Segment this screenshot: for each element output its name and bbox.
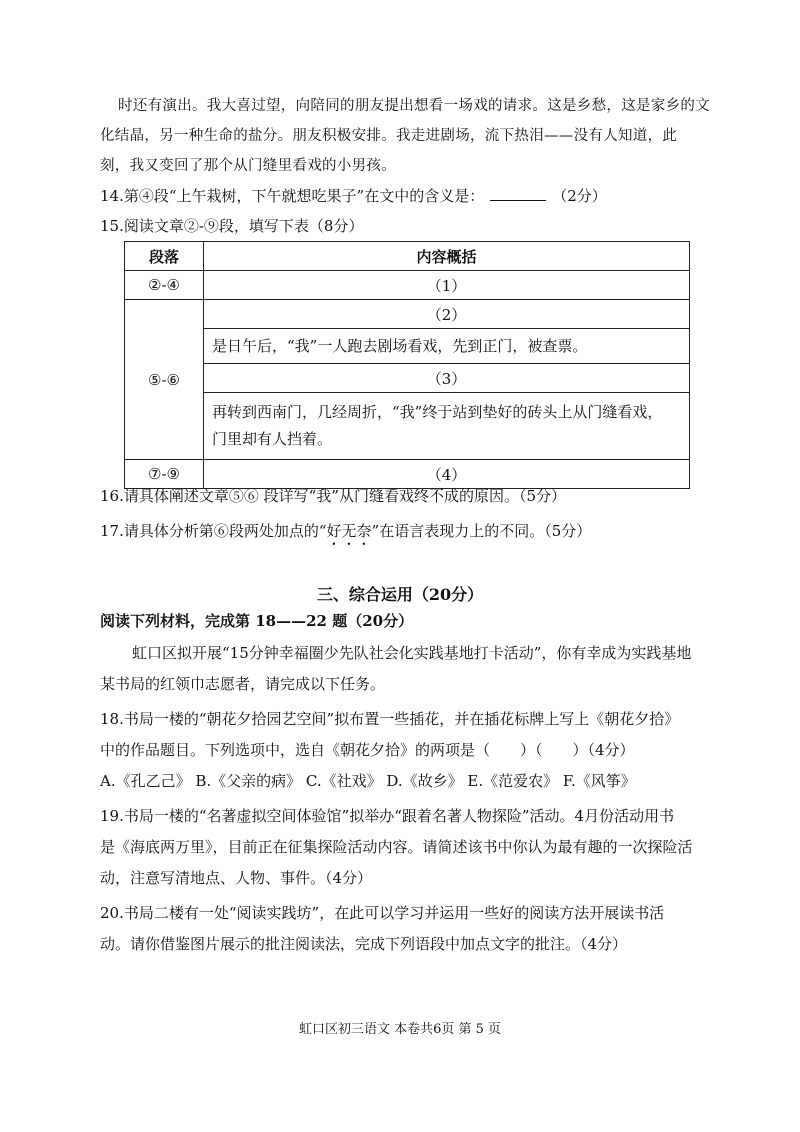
- passage-line-1: 时还有演出。我大喜过望，向陪同的朋友提出想看一场戏的请求。这是乡愁，这是家乡的文: [118, 98, 710, 114]
- table-cell-blank-3: （3）: [204, 364, 690, 393]
- question-19-line-1: 19.书局一楼的“名著虚拟空间体验馆”拟举办“跟着名著人物探险”活动。4月份活动用书: [100, 807, 675, 825]
- section-3-instruction: 阅读下列材料，完成第 18——22 题（20分）: [100, 612, 414, 630]
- table-cell-paragraph: ⑤-⑥: [125, 300, 204, 460]
- table-row: [125, 364, 690, 393]
- passage-line-2: 化结晶，另一种生命的盐分。朋友积极安排。我走进剧场，流下热泪——没有人知道，此: [100, 128, 678, 144]
- question-15: 15.阅读文章②-⑨段，填写下表（8分）: [100, 217, 364, 235]
- question-19-line-3: 动，注意写清地点、人物、事件。（4分）: [100, 869, 373, 887]
- answer-blank[interactable]: [490, 186, 546, 201]
- question-17-prefix: 17.请具体分析第⑥段两处加点的“: [100, 522, 327, 540]
- table-header-paragraph: 段落: [125, 242, 204, 271]
- question-18-options: A.《孔乙己》 B.《父亲的病》 C.《社戏》 D.《故乡》 E.《范爱农》 F.《风筝》: [100, 772, 636, 790]
- table-row: [125, 300, 690, 329]
- table-cell-blank-4: （4）: [204, 460, 690, 489]
- table-cell-paragraph: ②-④: [125, 271, 204, 300]
- section-3-title: 三、综合运用（20分）: [316, 585, 484, 604]
- question-20-line-2: 动。请你借鉴图片展示的批注阅读法，完成下列语段中加点文字的批注。（4分）: [100, 935, 628, 953]
- summary-table: [124, 241, 690, 489]
- table-row: [125, 271, 690, 300]
- table-row: [125, 393, 690, 460]
- question-18-line-1: 18.书局一楼的“朝花夕拾园艺空间”拟布置一些插花，并在插花标牌上写上《朝花夕拾》: [100, 710, 680, 728]
- table-cell-text: [204, 393, 690, 460]
- passage-line-3: 刻，我又变回了那个从门缝里看戏的小男孩。: [100, 158, 396, 174]
- question-14-score: （2分）: [552, 187, 607, 205]
- question-14-text: 14.第④段“上午栽树，下午就想吃果子”在文中的含义是：: [100, 187, 485, 205]
- question-16: 16.请具体阐述文章⑤⑥ 段详写“我”从门缝看戏终不成的原因。（5分）: [100, 487, 567, 505]
- section-3-intro-line-2: 某书局的红领巾志愿者，请完成以下任务。: [100, 675, 386, 693]
- table-cell-text-line-2: 门里却有人挡着。: [212, 430, 333, 448]
- question-17-dotted-words: 好无奈: [326, 522, 372, 540]
- table-cell-blank-1: （1）: [204, 271, 690, 300]
- table-cell-blank-2: （2）: [204, 300, 690, 329]
- table-cell-paragraph: ⑦-⑨: [125, 460, 204, 489]
- question-14: [100, 186, 607, 206]
- table-row: [125, 329, 690, 364]
- table-header-row: [125, 242, 690, 271]
- table-header-summary: 内容概括: [204, 242, 690, 271]
- question-20-line-1: 20.书局二楼有一处“阅读实践坊”，在此可以学习并运用一些好的阅读方法开展读书活: [100, 904, 665, 922]
- page-footer: 虹口区初三语文 本卷共6页 第 5 页: [298, 1022, 502, 1037]
- question-17: [100, 521, 591, 549]
- table-cell-text: 是日午后，“我”一人跑去剧场看戏，先到正门，被查票。: [204, 329, 690, 364]
- question-18-line-2: 中的作品题目。下列选项中，选自《朝花夕拾》的两项是（ ）（ ）（4分）: [100, 741, 635, 759]
- table-row: [125, 460, 690, 489]
- section-3-intro-line-1: 虹口区拟开展“15分钟幸福圈少先队社会化实践基地打卡活动”，你有幸成为实践基地: [132, 644, 692, 662]
- question-17-suffix: ”在语言表现力上的不同。（5分）: [371, 522, 592, 540]
- table-cell-text-line-1: 再转到西南门，几经周折，“我”终于站到垫好的砖头上从门缝看戏，: [212, 403, 663, 421]
- question-19-line-2: 是《海底两万里》，目前正在征集探险活动内容。请简述该书中你认为最有趣的一次探险活: [100, 838, 693, 856]
